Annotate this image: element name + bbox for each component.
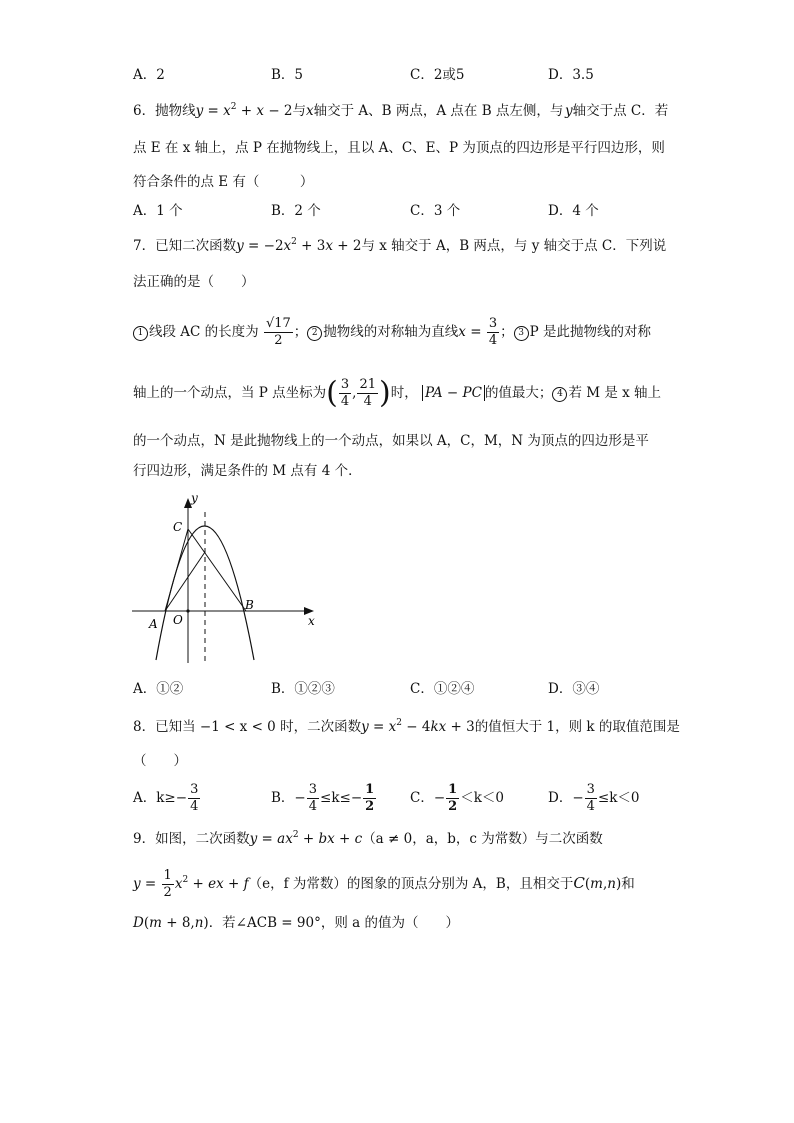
q9-line-3: D(m + 8,n)．若∠ACB = 90°，则 a 的值为（ ） xyxy=(133,915,459,931)
circled-1-icon: 1 xyxy=(133,326,148,341)
q7-text: 若 M 是 x 轴上 xyxy=(568,385,662,401)
q6-line-1: 6．抛物线$y = x^2 + x - 2$与x轴交于 A、B 两点，A 点在 B 点左侧，与 xyxy=(133,102,564,119)
segment-ac xyxy=(165,529,188,611)
q7-option-b[interactable]: B．①②③ xyxy=(271,681,335,697)
q7-line-1: 7．已知二次函数$y = -2x^2 + 3x + 2$与 x 轴交于 A，B 两点，与 y 轴交于点 C．下列说 xyxy=(133,237,667,254)
q8-option-d-text: D．− xyxy=(548,790,584,806)
point-b-label: B xyxy=(245,598,254,612)
q5-option-c[interactable]: C．2或5 xyxy=(410,67,465,83)
q5-option-a[interactable]: A．2 xyxy=(133,67,165,83)
point-a-label: A xyxy=(149,617,158,631)
y-axis-label: y xyxy=(191,491,198,505)
q7-text: 的值最大； xyxy=(484,385,553,401)
q9-text: 9．如图，二次函数 xyxy=(133,831,250,847)
q8-line-2: （ ） xyxy=(133,753,187,769)
q9-text: （a ≠ 0，a，b，c 为常数）与二次函数 xyxy=(362,831,603,847)
circled-2-icon: 2 xyxy=(307,326,322,341)
q7-option-c[interactable]: C．①②④ xyxy=(410,681,475,697)
q9-text: （e，f 为常数）的图象的顶点分别为 A，B，且相交于 xyxy=(248,876,574,892)
q8-option-a-text: A．k≥− xyxy=(133,790,188,806)
q6-option-c[interactable]: C．3 个 xyxy=(410,203,461,219)
q9-text: 和 xyxy=(621,876,635,892)
q7-statements-line-2: 轴上的一个动点，当 P 点坐标为( $\frac{3}{4}$ , $\frac{21}{4}$ )时， PA − PC 的值最大； 4 若 M 是 x 轴上 xyxy=(133,375,662,411)
q9-line-2: y = $\frac{1}{2}$ $x^2$ + ex + f（e，f 为常数）的图象的顶点分别为 A，B，且相交于C(m,n)和 xyxy=(133,868,635,900)
circled-3-icon: 3 xyxy=(514,326,529,341)
q7-text: 7．已知二次函数 xyxy=(133,238,237,254)
q5-option-b[interactable]: B．5 xyxy=(271,67,304,83)
segment-a-p xyxy=(165,552,205,611)
q6-line-2: 点 E 在 x 轴上，点 P 在抛物线上，且以 A、C、E、P 为顶点的四边形是平行四边形，则 xyxy=(133,140,665,156)
origin-point xyxy=(186,609,189,612)
q6-option-b[interactable]: B．2 个 xyxy=(271,203,321,219)
q6-option-a[interactable]: A．1 个 xyxy=(133,203,183,219)
point-c-label: C xyxy=(173,520,183,534)
segment-cb xyxy=(188,529,246,611)
q6-text: 轴交于点 C．若 xyxy=(572,103,669,119)
fraction-3-over-4: $\frac{3}{4}$ xyxy=(488,316,498,348)
q7-line-5: 行四边形，满足条件的 M 点有 4 个． xyxy=(133,463,362,479)
q8-option-c[interactable]: C．− $\frac{1}{2}$ ＜k＜0 xyxy=(410,782,504,814)
q7-text: ； xyxy=(293,324,308,340)
circled-4-icon: 4 xyxy=(552,387,567,402)
q9-text: ．若∠ACB = 90°，则 a 的值为（ ） xyxy=(208,915,459,931)
q7-text: P 是此抛物线的对称 xyxy=(529,324,651,340)
q5-option-d[interactable]: D．3.5 xyxy=(548,67,594,83)
q8-option-d[interactable]: D．− $\frac{3}{4}$ ≤k＜0 xyxy=(548,782,640,814)
q7-text: 线段 AC 的长度为 xyxy=(149,324,259,340)
q7-statements-line-1: 1 线段 AC 的长度为 $\frac{√17}{2}$ ； 2 抛物线的对称轴为直线x = $\frac{3}{4}$ ； 3 P 是此抛物线的对称 xyxy=(133,314,651,350)
q7-option-d[interactable]: D．③④ xyxy=(548,681,600,697)
q8-option-a[interactable]: A．k≥− $\frac{3}{4}$ xyxy=(133,782,199,814)
q6-text: 与 xyxy=(292,103,307,119)
q6-text: 轴交于 A、B 两点，A 点在 B 点左侧，与 xyxy=(313,103,564,119)
fraction-sqrt17-over-2: $\frac{√17}{2}$ xyxy=(265,316,291,348)
q9-line-1: 9．如图，二次函数$y = ax^2$ + bx + c（a ≠ 0，a，b，c 为常数）与二次函数 xyxy=(133,830,603,847)
q8-text: 8．已知当 −1 < x < 0 时，二次函数 xyxy=(133,719,362,735)
q7-text: 时， xyxy=(390,385,418,401)
x-axis-label: x xyxy=(308,614,315,628)
q7-parabola-graph xyxy=(128,488,323,666)
q7-text: 轴上的一个动点，当 P 点坐标为 xyxy=(133,385,327,401)
q6-text: 6．抛物线 xyxy=(133,103,196,119)
q8-option-c-text: C．− xyxy=(410,790,446,806)
q7-line-4: 的一个动点，N 是此抛物线上的一个动点，如果以 A，C，M，N 为顶点的四边形是平 xyxy=(133,433,649,449)
q8-option-b-text: B．− xyxy=(271,790,306,806)
q7-line-2: 法正确的是（ ） xyxy=(133,274,255,290)
origin-label: O xyxy=(173,613,183,627)
q8-option-b[interactable]: B．− $\frac{3}{4}$ ≤k≤− $\frac{1}{2}$ xyxy=(271,782,375,814)
q7-text: 与 x 轴交于 A，B 两点，与 y 轴交于点 C．下列说 xyxy=(361,238,667,254)
abs-pa-pc: PA − PC xyxy=(422,385,485,401)
q6-option-d[interactable]: D．4 个 xyxy=(548,203,599,219)
q6-line-3: 符合条件的点 E 有（ ） xyxy=(133,174,314,190)
q6-line-1-end: y轴交于点 C．若 xyxy=(565,103,669,119)
q8-line-1: 8．已知当 −1 < x < 0 时，二次函数$y = x^2 - 4kx + 3$的值恒大于 1，则 k 的取值范围是 xyxy=(133,718,680,735)
q7-option-a[interactable]: A．①② xyxy=(133,681,184,697)
q7-text: 抛物线的对称轴为直线 xyxy=(323,324,459,340)
q8-text: 的值恒大于 1，则 k 的取值范围是 xyxy=(474,719,680,735)
